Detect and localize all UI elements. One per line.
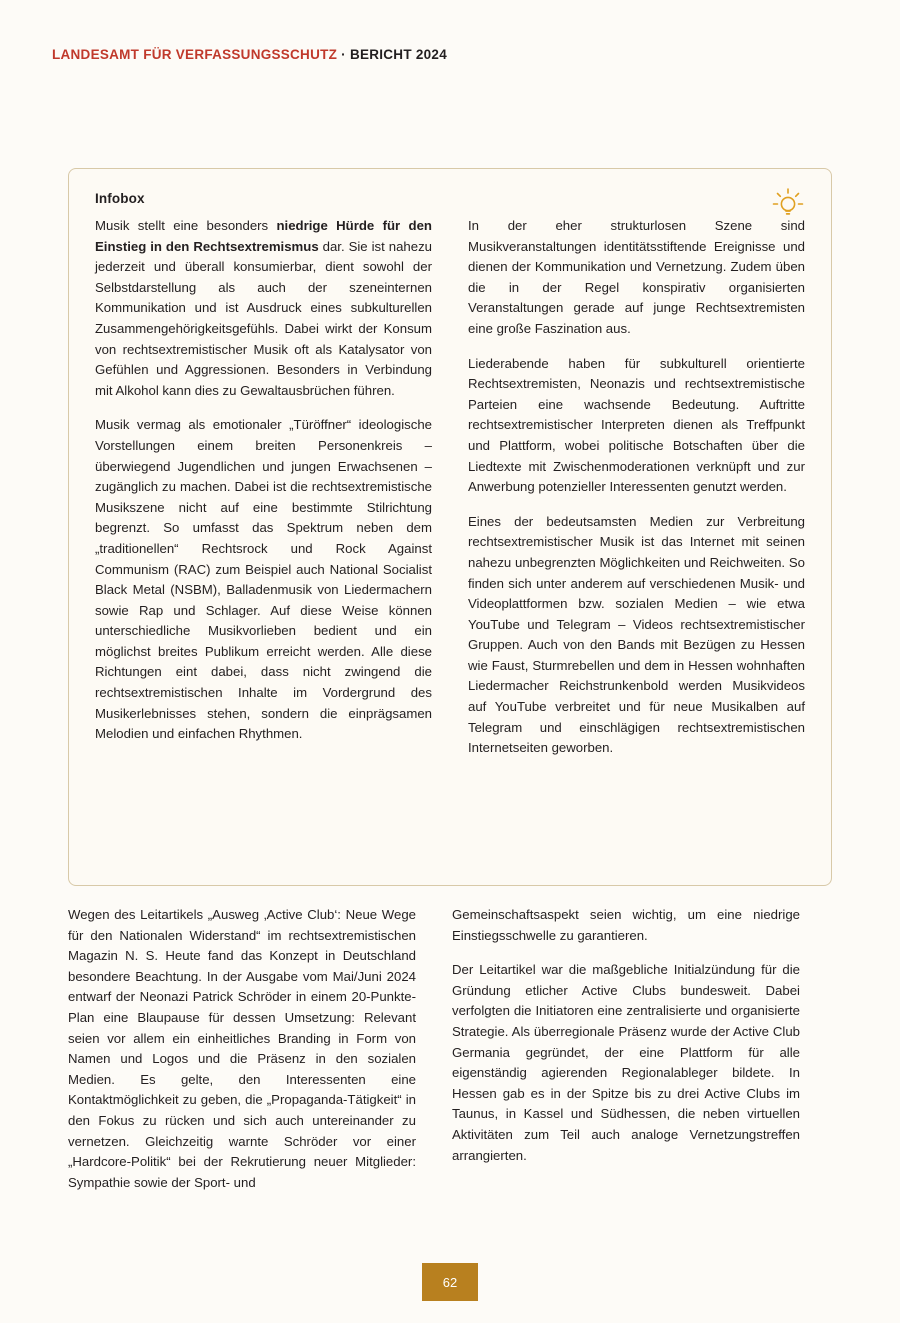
text-run: In der eher strukturlosen Szene sind Musikveranstaltungen identitätsstiftende Ereignisse und dienen der Kommunikation und Vernetzung. Zudem üben die in der Regel konspirativ organisierten Veranstaltungen gerade auf junge Rechtsextremisten eine große Faszination aus.	[468, 218, 805, 336]
text-run: Liederabende haben für subkulturell orientierte Rechtsextremisten, Neonazis und rechtsextremistische Parteien eine wachsende Bedeutung. Auftritte rechtsextremistischer Interpreten dienen als Treffpunkt und Plattform, wobei politische Botschaften über die Liedtexte mit Zwischenmoderationen verknüpft und zur Anwerbung potenzieller Interessenten genutzt werden.	[468, 355, 805, 495]
lightbulb-icon	[771, 187, 805, 221]
paragraph: Gemeinschaftsaspekt seien wichtig, um eine niedrige Einstiegsschwelle zu garantieren.	[452, 907, 800, 943]
text-run: Eines der bedeutsamsten Medien zur Verbreitung rechtsextremistischer Musik ist das Internet mit seinen nahezu unbegrenzten Möglichkeiten und Reichweiten. So finden sich unter anderem auf verschiedenen Musik- und Videoplattformen bzw. sozialen Medien – wie etwa YouTube und Telegram – Videos rechtsextremistischer Gruppen. Auch von den Bands mit Bezügen zu Hessen wie Faust, Sturmrebellen und dem in Hessen wohnhaften Liedermacher Reichstrunkenbold werden Musikvideos auf YouTube verbreitet und für neue Musikalben auf Telegram und einschlägigen rechtsextremistischen Internetseiten geworben.	[468, 513, 805, 756]
page-number-badge: 62	[422, 1263, 478, 1301]
paragraph	[95, 415, 432, 745]
paragraph: Der Leitartikel war die maßgebliche Initialzündung für die Gründung etlicher Active Clubs bundesweit. Dabei verfolgten die Initiatoren eine zentralisierte und organisierte Strategie. Als überregionale Präsenz wurde der Active Club Germania gegründet, der eine Plattform für alle eigenständig agierenden Regionalableger bildete. In Hessen gab es in der Spitze bis zu drei Active Clubs im Taunus, in Kassel und Südhessen, die neben virtuellen Aktivitäten zum Teil auch analoge Vernetzungstreffen arrangierten.	[452, 962, 800, 1163]
infobox-title: Infobox	[95, 191, 145, 206]
body-column-left	[68, 905, 416, 1193]
header-organisation: LANDESAMT FÜR VERFASSUNGSSCHUTZ	[52, 47, 338, 62]
paragraph	[95, 216, 432, 401]
body-column-right	[452, 905, 800, 1193]
text-run: dar. Sie ist nahezu jederzeit und überall konsumierbar, dient sowohl der Selbstdarstellung als auch der szeneinternen Kommunikation und ist Ausdruck eines subkulturellen Zusammengehörigkeitsgefühls. Dabei wirkt der Konsum von rechtsextremistischer Musik oft als Katalysator von Gefühlen und Aggressionen. Besonders in Verbindung mit Alkohol kann dies zu Gewaltausbrüchen führen.	[95, 238, 432, 398]
header-separator: ·	[337, 47, 350, 62]
paragraph: Wegen des Leitartikels „Ausweg ‚Active Club‘: Neue Wege für den Nationalen Widerstand“ im rechtsextremistischen Magazin N. S. Heute fand das Konzept in Deutschland besondere Beachtung. In der Ausgabe vom Mai/Juni 2024 entwarf der Neonazi Patrick Schröder in einem 20-Punkte-Plan eine Blaupause für dessen Umsetzung: Relevant seien vor allem ein einheitliches Branding in Form von Namen und Logos und die Präsenz in den sozialen Medien. Es gelte, den Interessenten eine Kontaktmöglichkeit zu geben, die „Propaganda-Tätigkeit“ in den Fokus zu rücken und sich auch untereinander zu vernetzen. Gleichzeitig warnte Schröder vor einer „Hardcore-Politik“ bei der Rekrutierung neuer Mitglieder: Sympathie sowie der Sport- und	[68, 907, 416, 1190]
emphasized-text: niedrige Hürde für den Einstieg in den Rechtsextremismus	[95, 218, 432, 254]
header-report-title: BERICHT 2024	[349, 47, 447, 62]
paragraph	[468, 216, 805, 340]
paragraph	[468, 354, 805, 498]
infobox	[68, 168, 832, 886]
text-run: Musik vermag als emotionaler „Türöffner“ ideologische Vorstellungen einem breiten Personenkreis – überwiegend Jugendlichen und jungen Erwachsenen – zugänglich zu machen. Dabei ist die rechtsextremistische Musikszene nicht auf eine bestimmte Stilrichtung begrenzt. So umfasst das Spektrum neben dem „traditionellen“ Rechtsrock und Rock Against Communism (RAC) zum Beispiel auch National Socialist Black Metal (NSBM), Balladenmusik von Liedermachern sowie Rap und Schlager. Auf diese Weise können unterschiedliche Musikvorlieben bedient und ein möglichst breites Publikum erreicht werden. Alle diese Richtungen eint dabei, dass nicht zwingend die rechtsextremistischen Inhalte im Vordergrund des Musikerlebnisses stehen, sondern die einprägsamen Melodien und einfachen Rhythmen.	[95, 417, 432, 742]
body-text	[68, 905, 832, 1193]
infobox-column-right	[468, 216, 805, 759]
infobox-columns	[95, 216, 805, 759]
paragraph	[468, 512, 805, 759]
infobox-column-left	[95, 216, 432, 759]
text-run: Musik stellt eine besonders	[95, 218, 277, 233]
page-header	[52, 47, 848, 62]
